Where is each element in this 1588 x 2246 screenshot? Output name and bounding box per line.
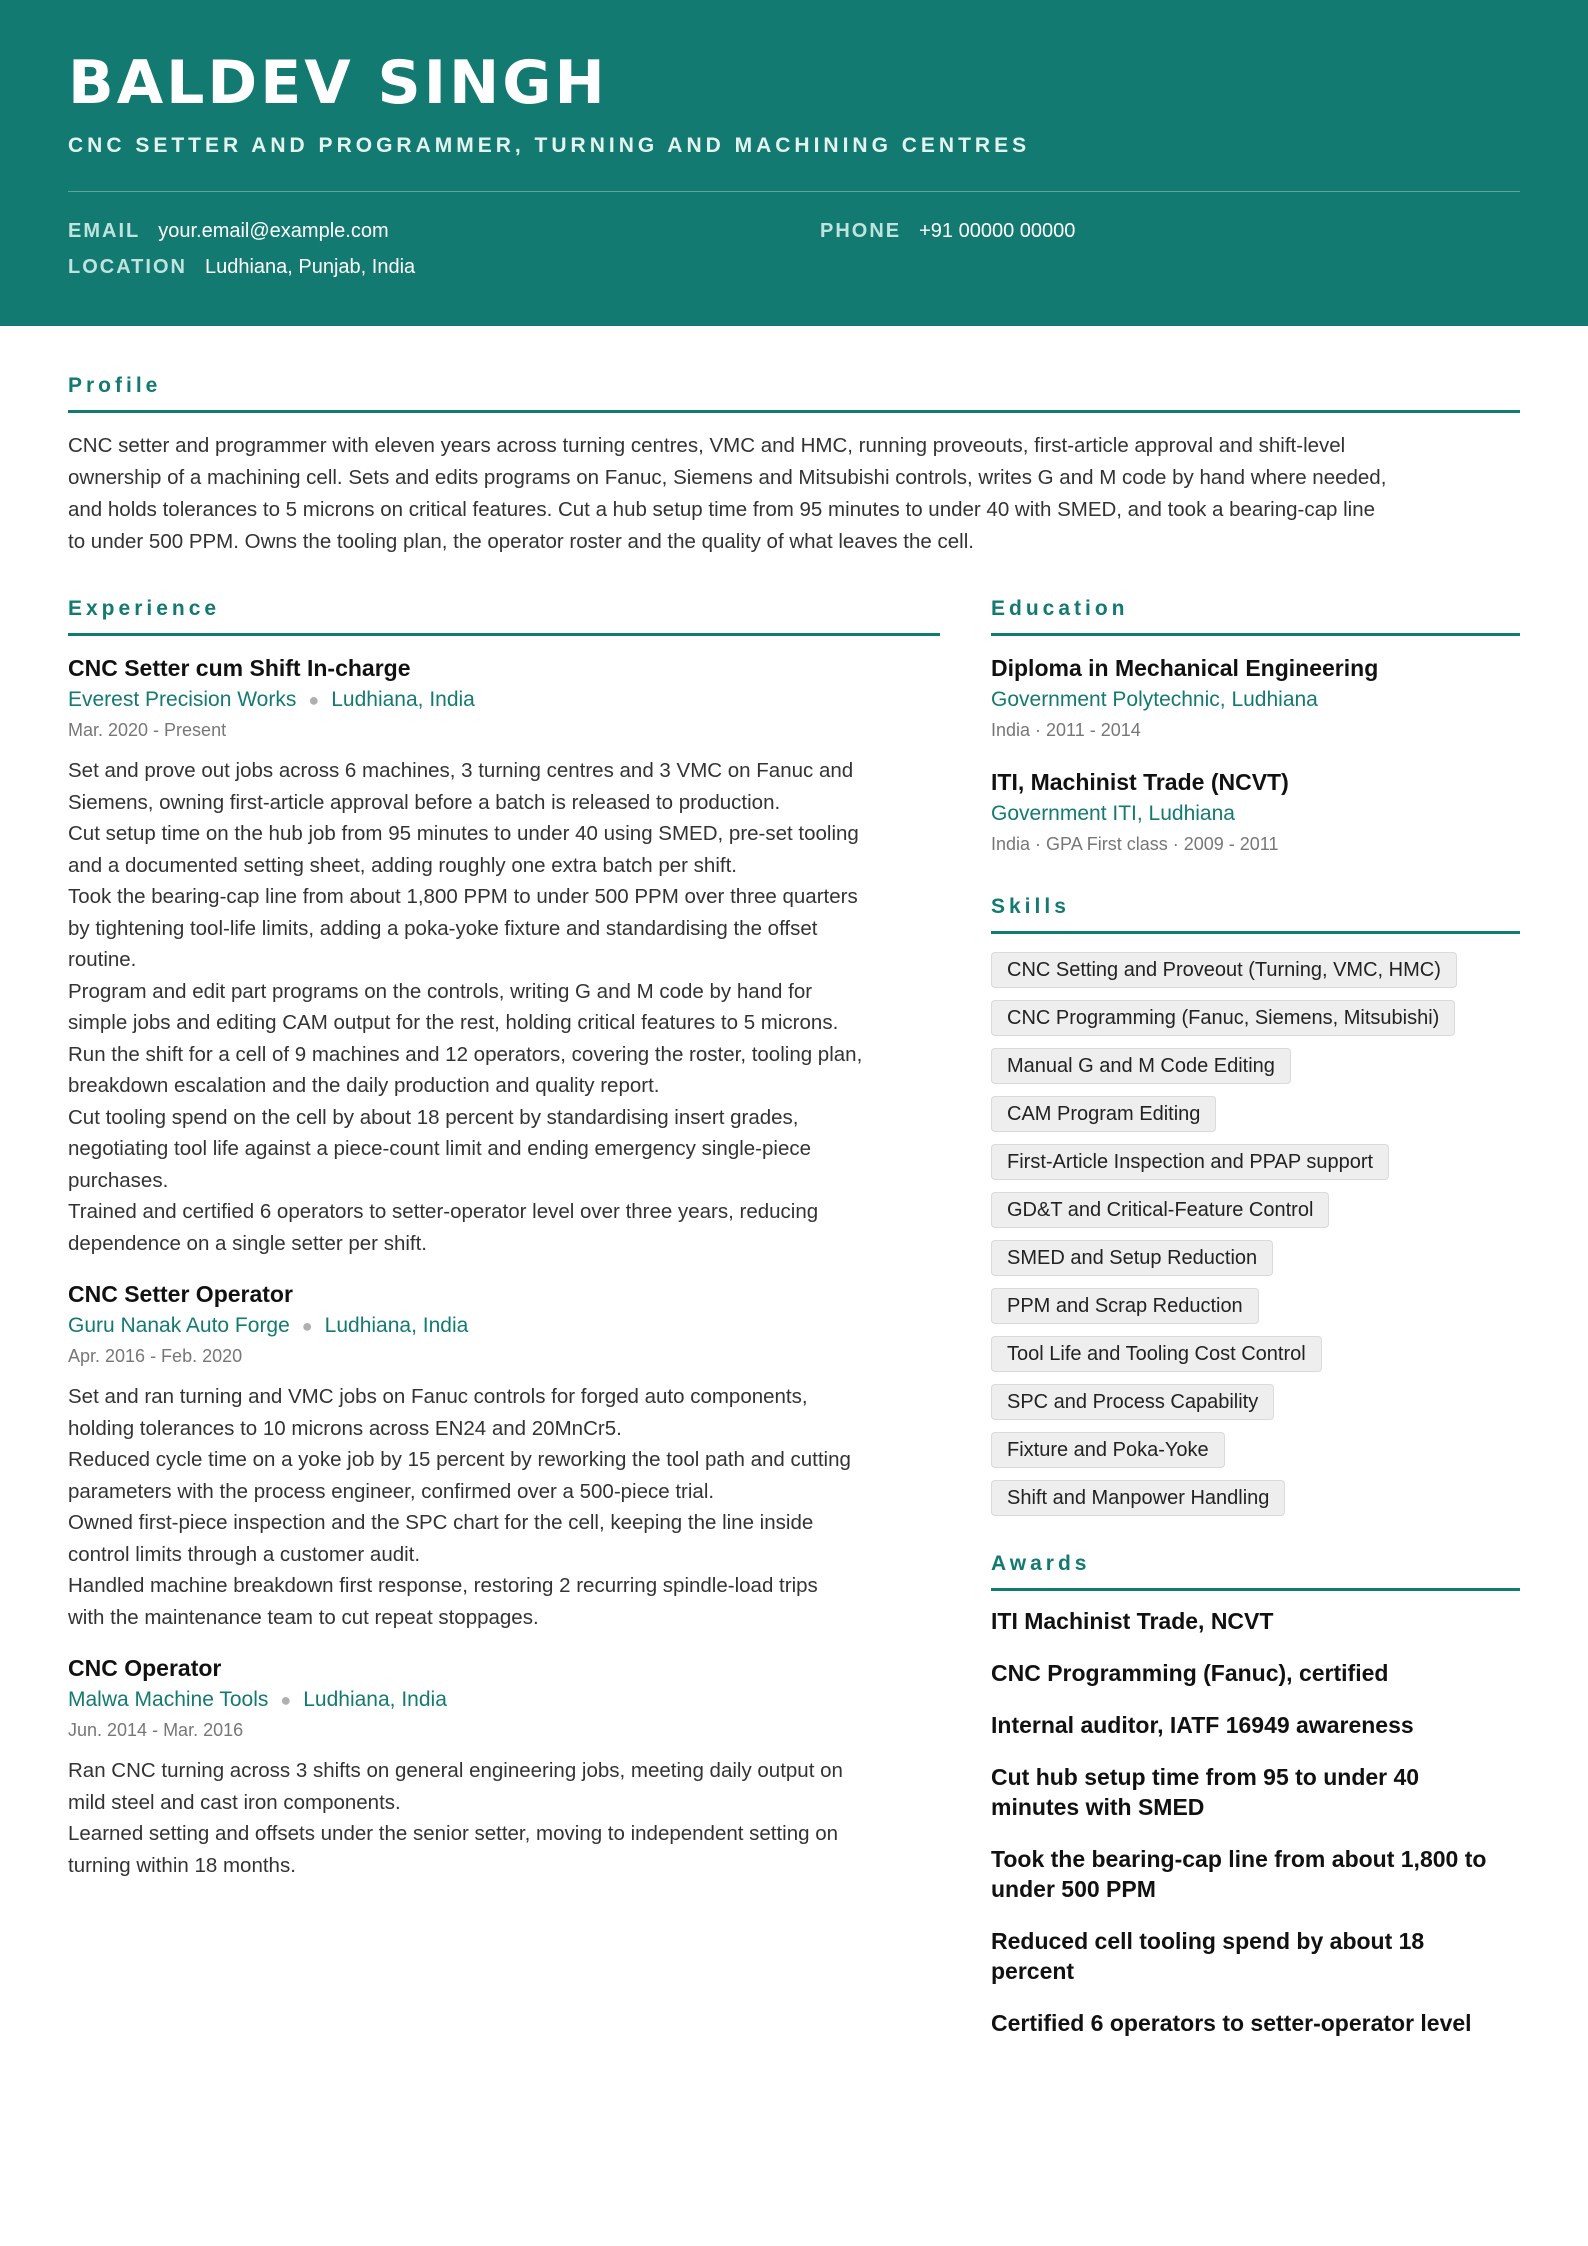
award-item	[991, 1926, 1521, 1986]
profile-line: ownership of a machining cell. Sets and edits programs on Fanuc, Siemens and Mitsubishi controls, writes G and M code by hand where needed,	[68, 466, 1387, 489]
skill-chip: First-Article Inspection and PPAP support	[991, 1144, 1389, 1180]
separator-dot-icon: ●	[301, 1316, 313, 1336]
job-description	[68, 1381, 940, 1633]
contact-phone	[820, 219, 1075, 243]
description-line: mild steel and cast iron components.	[68, 1790, 401, 1814]
email-label: EMAIL	[68, 220, 141, 242]
description-line: Run the shift for a cell of 9 machines and 12 operators, covering the roster, tooling plan,	[68, 1042, 863, 1066]
section-title-skills: Skills	[991, 895, 1070, 918]
job-dates: Apr. 2016 - Feb. 2020	[68, 1346, 243, 1366]
profile-line: CNC setter and programmer with eleven years across turning centres, VMC and HMC, running proveouts, first-article approval and shift-level	[68, 434, 1346, 457]
job-entry	[68, 1654, 940, 1881]
description-line: control limits through a customer audit.	[68, 1542, 421, 1566]
award-item	[991, 1606, 1521, 1636]
description-line: by tightening tool-life limits, adding a poka-yoke fixture and standardising the offset	[68, 916, 818, 940]
description-line: Took the bearing-cap line from about 1,800 PPM to under 500 PPM over three quarters	[68, 885, 858, 908]
skills-list	[991, 952, 1521, 1528]
job-org	[68, 1311, 940, 1341]
education-entry	[991, 654, 1521, 743]
company-name: Malwa Machine Tools	[68, 1688, 269, 1711]
job-title: CNC Operator	[68, 1655, 222, 1681]
contact-location	[68, 255, 415, 279]
award-item	[991, 1658, 1521, 1688]
company-name: Everest Precision Works	[68, 688, 297, 711]
degree-title: ITI, Machinist Trade (NCVT)	[991, 769, 1289, 795]
description-line: simple jobs and editing CAM output for the rest, holding critical features to 5 microns.	[68, 1011, 839, 1034]
section-title-experience: Experience	[68, 597, 221, 620]
email-value[interactable]: your.email@example.com	[158, 220, 389, 242]
job-description	[68, 755, 940, 1259]
header-divider	[68, 191, 1520, 192]
profile-line: to under 500 PPM. Owns the tooling plan, the operator roster and the quality of what leaves the cell.	[68, 530, 974, 553]
award-line: Took the bearing-cap line from about 1,800 to	[991, 1846, 1487, 1872]
award-line: Internal auditor, IATF 16949 awareness	[991, 1712, 1414, 1738]
skill-chip: Shift and Manpower Handling	[991, 1480, 1285, 1516]
description-line: with the maintenance team to cut repeat stoppages.	[68, 1605, 539, 1629]
resume-header	[0, 0, 1588, 326]
description-line: Ran CNC turning across 3 shifts on general engineering jobs, meeting daily output on	[68, 1759, 843, 1782]
job-location: Ludhiana, India	[303, 1688, 447, 1711]
degree-title: Diploma in Mechanical Engineering	[991, 655, 1379, 681]
skill-chip: PPM and Scrap Reduction	[991, 1288, 1259, 1324]
award-item	[991, 1710, 1521, 1740]
location-label: LOCATION	[68, 256, 187, 278]
award-line: CNC Programming (Fanuc), certified	[991, 1660, 1389, 1686]
section-rule-skills	[991, 931, 1520, 934]
description-line: turning within 18 months.	[68, 1853, 296, 1877]
description-line: Learned setting and offsets under the senior setter, moving to independent setting on	[68, 1822, 839, 1845]
description-line: holding tolerances to 10 microns across EN24 and 20MnCr5.	[68, 1416, 622, 1440]
job-description	[68, 1755, 940, 1881]
description-line: parameters with the process engineer, confirmed over a 500-piece trial.	[68, 1479, 715, 1503]
job-location: Ludhiana, India	[331, 688, 475, 711]
candidate-headline: CNC SETTER AND PROGRAMMER, TURNING AND MACHINING CENTRES	[68, 134, 1031, 157]
description-line: Trained and certified 6 operators to setter-operator level over three years, reducing	[68, 1200, 819, 1223]
phone-value[interactable]: +91 00000 00000	[919, 220, 1076, 242]
award-line: under 500 PPM	[991, 1876, 1156, 1902]
phone-label: PHONE	[820, 220, 902, 242]
description-line: routine.	[68, 948, 137, 971]
awards-list	[991, 1606, 1521, 2060]
contact-email	[68, 219, 389, 243]
job-location: Ludhiana, India	[324, 1314, 469, 1337]
award-line: minutes with SMED	[991, 1794, 1205, 1820]
award-item	[991, 2008, 1521, 2038]
separator-dot-icon: ●	[280, 1690, 292, 1710]
education-meta: India · 2011 - 2014	[991, 720, 1141, 740]
section-rule-profile	[68, 410, 1520, 413]
skill-chip: Manual G and M Code Editing	[991, 1048, 1291, 1084]
skill-chip: Tool Life and Tooling Cost Control	[991, 1336, 1322, 1372]
section-rule-experience	[68, 633, 940, 636]
skill-chip: SPC and Process Capability	[991, 1384, 1274, 1420]
description-line: Reduced cycle time on a yoke job by 15 percent by reworking the tool path and cutting	[68, 1448, 851, 1471]
job-title: CNC Setter Operator	[68, 1281, 293, 1307]
skill-chip: Fixture and Poka-Yoke	[991, 1432, 1225, 1468]
job-org	[68, 685, 940, 715]
education-entry	[991, 768, 1521, 857]
award-item	[991, 1762, 1521, 1822]
skill-chip: GD&T and Critical-Feature Control	[991, 1192, 1329, 1228]
section-rule-awards	[991, 1588, 1520, 1591]
description-line: dependence on a single setter per shift.	[68, 1231, 427, 1255]
description-line: breakdown escalation and the daily production and quality report.	[68, 1074, 660, 1097]
award-line: ITI Machinist Trade, NCVT	[991, 1608, 1274, 1634]
skill-chip: CNC Setting and Proveout (Turning, VMC, HMC)	[991, 952, 1457, 988]
section-title-awards: Awards	[991, 1552, 1091, 1575]
profile-summary	[68, 430, 1520, 558]
description-line: Program and edit part programs on the controls, writing G and M code by hand for	[68, 979, 813, 1003]
skill-chip: CAM Program Editing	[991, 1096, 1216, 1132]
description-line: Set and ran turning and VMC jobs on Fanuc controls for forged auto components,	[68, 1385, 808, 1408]
description-line: Set and prove out jobs across 6 machines, 3 turning centres and 3 VMC on Fanuc and	[68, 759, 854, 782]
location-value: Ludhiana, Punjab, India	[204, 256, 416, 278]
job-dates: Mar. 2020 - Present	[68, 720, 227, 740]
job-entry	[68, 1280, 940, 1633]
award-line: Cut hub setup time from 95 to under 40	[991, 1764, 1420, 1790]
job-dates: Jun. 2014 - Mar. 2016	[68, 1720, 244, 1740]
section-title-education: Education	[991, 597, 1129, 620]
description-line: Handled machine breakdown first response, restoring 2 recurring spindle-load trips	[68, 1574, 818, 1597]
school-name: Government ITI, Ludhiana	[991, 802, 1235, 825]
school-name: Government Polytechnic, Ludhiana	[991, 688, 1318, 711]
description-line: Cut setup time on the hub job from 95 minutes to under 40 using SMED, pre-set tooling	[68, 822, 859, 845]
education-meta: India · GPA First class · 2009 - 2011	[991, 834, 1279, 854]
candidate-name: BALDEV SINGH	[68, 48, 608, 118]
award-line: Reduced cell tooling spend by about 18	[991, 1928, 1425, 1954]
profile-line: and holds tolerances to 5 microns on critical features. Cut a hub setup time from 95 minutes to under 40 with SMED, and took a bearing-cap line	[68, 498, 1375, 521]
description-line: Cut tooling spend on the cell by about 18 percent by standardising insert grades,	[68, 1105, 799, 1129]
description-line: and a documented setting sheet, adding roughly one extra batch per shift.	[68, 853, 737, 877]
job-org	[68, 1685, 940, 1715]
company-name: Guru Nanak Auto Forge	[68, 1314, 290, 1337]
job-title: CNC Setter cum Shift In-charge	[68, 655, 411, 681]
description-line: Siemens, owning first-article approval before a batch is released to production.	[68, 790, 781, 814]
description-line: negotiating tool life against a piece-count limit and ending emergency single-piece	[68, 1137, 812, 1160]
skill-chip: CNC Programming (Fanuc, Siemens, Mitsubishi)	[991, 1000, 1455, 1036]
job-entry	[68, 654, 940, 1259]
section-title-profile: Profile	[68, 374, 162, 397]
description-line: Owned first-piece inspection and the SPC chart for the cell, keeping the line inside	[68, 1511, 814, 1534]
award-item	[991, 1844, 1521, 1904]
section-rule-education	[991, 633, 1520, 636]
award-line: percent	[991, 1958, 1075, 1984]
description-line: purchases.	[68, 1168, 169, 1192]
skill-chip: SMED and Setup Reduction	[991, 1240, 1273, 1276]
award-line: Certified 6 operators to setter-operator level	[991, 2010, 1472, 2036]
separator-dot-icon: ●	[308, 690, 320, 710]
